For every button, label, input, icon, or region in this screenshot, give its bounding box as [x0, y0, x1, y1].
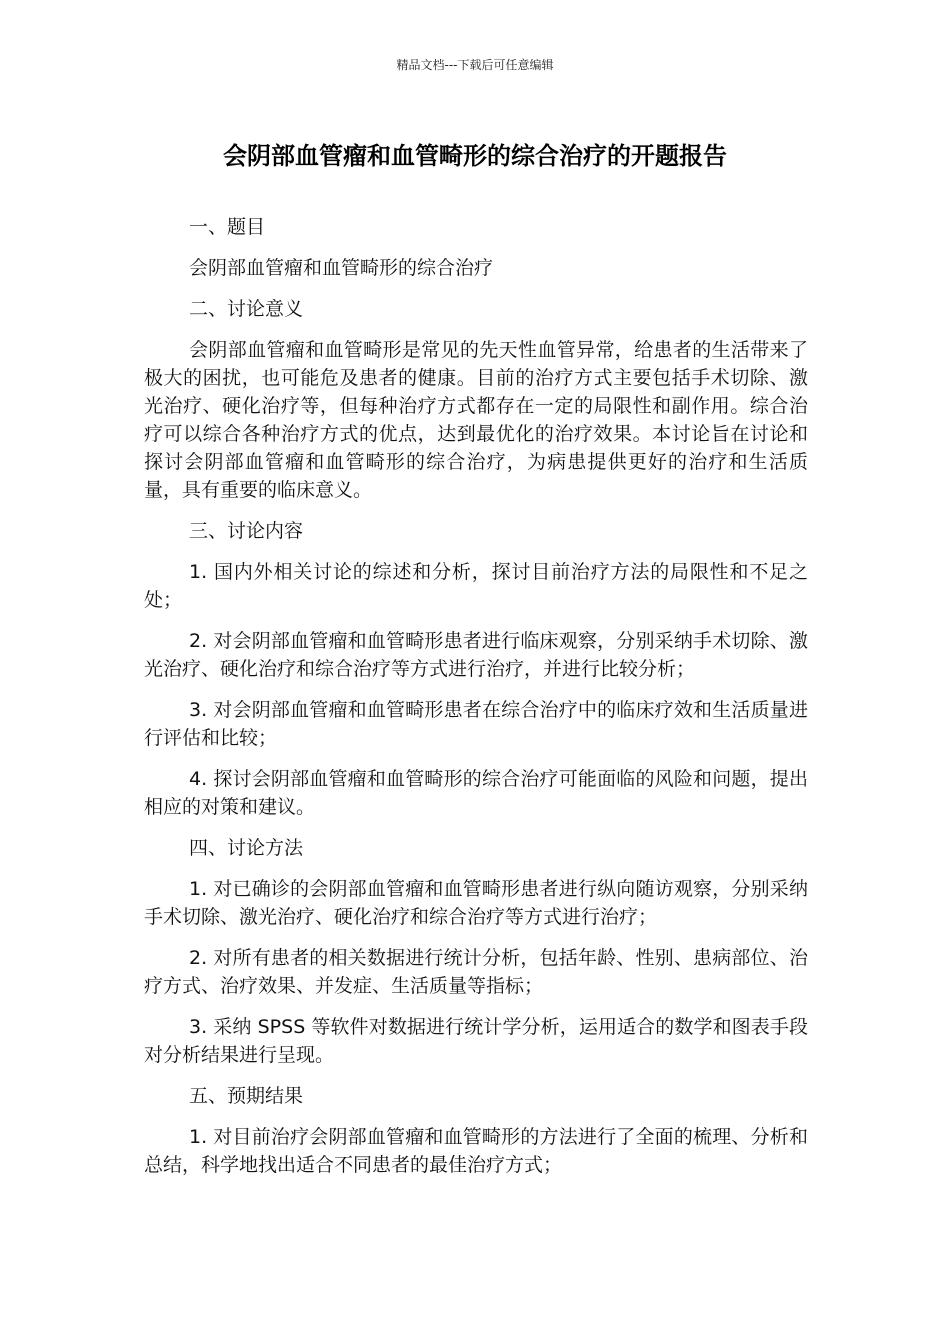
section-heading: 二、讨论意义 — [189, 298, 304, 320]
list-item: 2. 对会阴部血管瘤和血管畸形患者进行临床观察，分别采纳手术切除、激光治疗、硬化治疗和综合治疗等方式进行治疗，并进行比较分析； — [144, 630, 808, 680]
document-body — [144, 213, 808, 1192]
header-note: 精品文档---下载后可任意编辑 — [396, 58, 554, 72]
section-heading: 一、题目 — [189, 216, 266, 238]
list-item: 2. 对所有患者的相关数据进行统计分析，包括年龄、性别、患病部位、治疗方式、治疗效果、并发症、生活质量等指标； — [144, 947, 808, 997]
list-item: 4. 探讨会阴部血管瘤和血管畸形的综合治疗可能面临的风险和问题，提出相应的对策和建议。 — [144, 768, 808, 818]
section-heading: 四、讨论方法 — [189, 837, 304, 859]
list-item: 1. 对目前治疗会阴部血管瘤和血管畸形的方法进行了全面的梳理、分析和总结，科学地找出适合不同患者的最佳治疗方式； — [144, 1126, 808, 1176]
paragraph: 会阴部血管瘤和血管畸形是常见的先天性血管异常，给患者的生活带来了极大的困扰，也可能危及患者的健康。目前的治疗方式主要包括手术切除、激光治疗、硬化治疗等，但每种治疗方式都存在一定的局限性和副作用。综合治疗可以综合各种治疗方式的优点，达到最优化的治疗效果。本讨论旨在讨论和探讨会阴部血管瘤和血管畸形的综合治疗，为病患提供更好的治疗和生活质量，具有重要的临床意义。 — [144, 339, 808, 501]
paragraph: 会阴部血管瘤和血管畸形的综合治疗 — [189, 257, 494, 279]
list-item: 3. 对会阴部血管瘤和血管畸形患者在综合治疗中的临床疗效和生活质量进行评估和比较； — [144, 699, 808, 749]
list-item: 3. 采纳 SPSS 等软件对数据进行统计学分析，运用适合的数学和图表手段对分析结果进行呈现。 — [144, 1016, 808, 1066]
list-item: 1. 国内外相关讨论的综述和分析，探讨目前治疗方法的局限性和不足之处； — [144, 561, 808, 611]
section-heading: 五、预期结果 — [189, 1085, 304, 1107]
document-title: 会阴部血管瘤和血管畸形的综合治疗的开题报告 — [223, 142, 727, 170]
list-item: 1. 对已确诊的会阴部血管瘤和血管畸形患者进行纵向随访观察，分别采纳手术切除、激光治疗、硬化治疗和综合治疗等方式进行治疗； — [144, 878, 808, 928]
section-heading: 三、讨论内容 — [189, 520, 304, 542]
